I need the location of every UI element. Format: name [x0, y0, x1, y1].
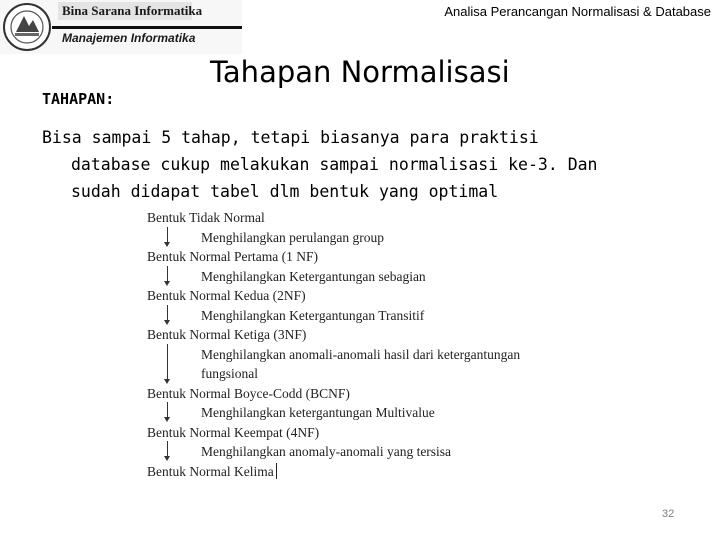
step-description: Menghilangkan Ketergantungan sebagian [201, 268, 426, 284]
text-cursor-mark [276, 463, 277, 479]
step-description: Menghilangkan anomali-anomali hasil dari ketergantungan [201, 346, 521, 362]
normal-form-unnormalized: Bentuk Tidak Normal [147, 210, 265, 225]
slide-title: Tahapan Normalisasi [210, 55, 510, 89]
brand-divider [52, 26, 242, 29]
down-arrow-icon [167, 344, 168, 382]
course-title: Analisa Perancangan Normalisasi & Database [444, 4, 711, 19]
step-description-continued: fungsional [201, 366, 258, 381]
normal-form-bcnf: Bentuk Normal Boyce-Codd (BCNF) [147, 385, 350, 401]
flow-step [147, 345, 567, 384]
flow-step [147, 267, 567, 287]
down-arrow-icon [167, 402, 168, 420]
flow-step [147, 403, 567, 423]
intro-line: sudah didapat tabel dlm bentuk yang optimal [71, 182, 499, 201]
normal-form-2nf: Bentuk Normal Kedua (2NF) [147, 288, 306, 303]
intro-line: database cukup melakukan sampai normalisasi ke-3. Dan [71, 155, 598, 174]
institution-seal-icon [2, 2, 52, 52]
intro-line: Bisa sampai 5 tahap, tetapi biasanya para praktisi [42, 128, 539, 147]
header-logo-block [0, 0, 242, 54]
step-description: Menghilangkan anomaly-anomali yang tersisa [201, 444, 452, 459]
normal-form-1nf: Bentuk Normal Pertama (1 NF) [147, 249, 318, 264]
intro-paragraph [42, 124, 682, 205]
down-arrow-icon [167, 305, 168, 323]
flow-step [147, 442, 567, 462]
flow-step [147, 228, 567, 248]
flow-step [147, 306, 567, 326]
institution-name: Bina Sarana Informatika [62, 3, 203, 18]
step-description: Menghilangkan ketergantungan Multivalue [201, 405, 435, 420]
down-arrow-icon [167, 266, 168, 284]
down-arrow-icon [167, 227, 168, 245]
section-label: TAHAPAN: [42, 90, 115, 108]
normal-form-5nf-row [147, 462, 567, 482]
normal-form-3nf: Bentuk Normal Ketiga (3NF) [147, 327, 307, 342]
normal-form-4nf: Bentuk Normal Keempat (4NF) [147, 424, 320, 440]
page-number: 32 [662, 508, 675, 520]
normalization-flow [147, 208, 567, 481]
program-name: Manajemen Informatika [62, 31, 196, 45]
down-arrow-icon [167, 441, 168, 459]
normal-form-5nf: Bentuk Normal Kelima [147, 463, 274, 479]
step-description: Menghilangkan perulangan group [201, 229, 384, 245]
step-description: Menghilangkan Ketergantungan Transitif [201, 307, 425, 323]
